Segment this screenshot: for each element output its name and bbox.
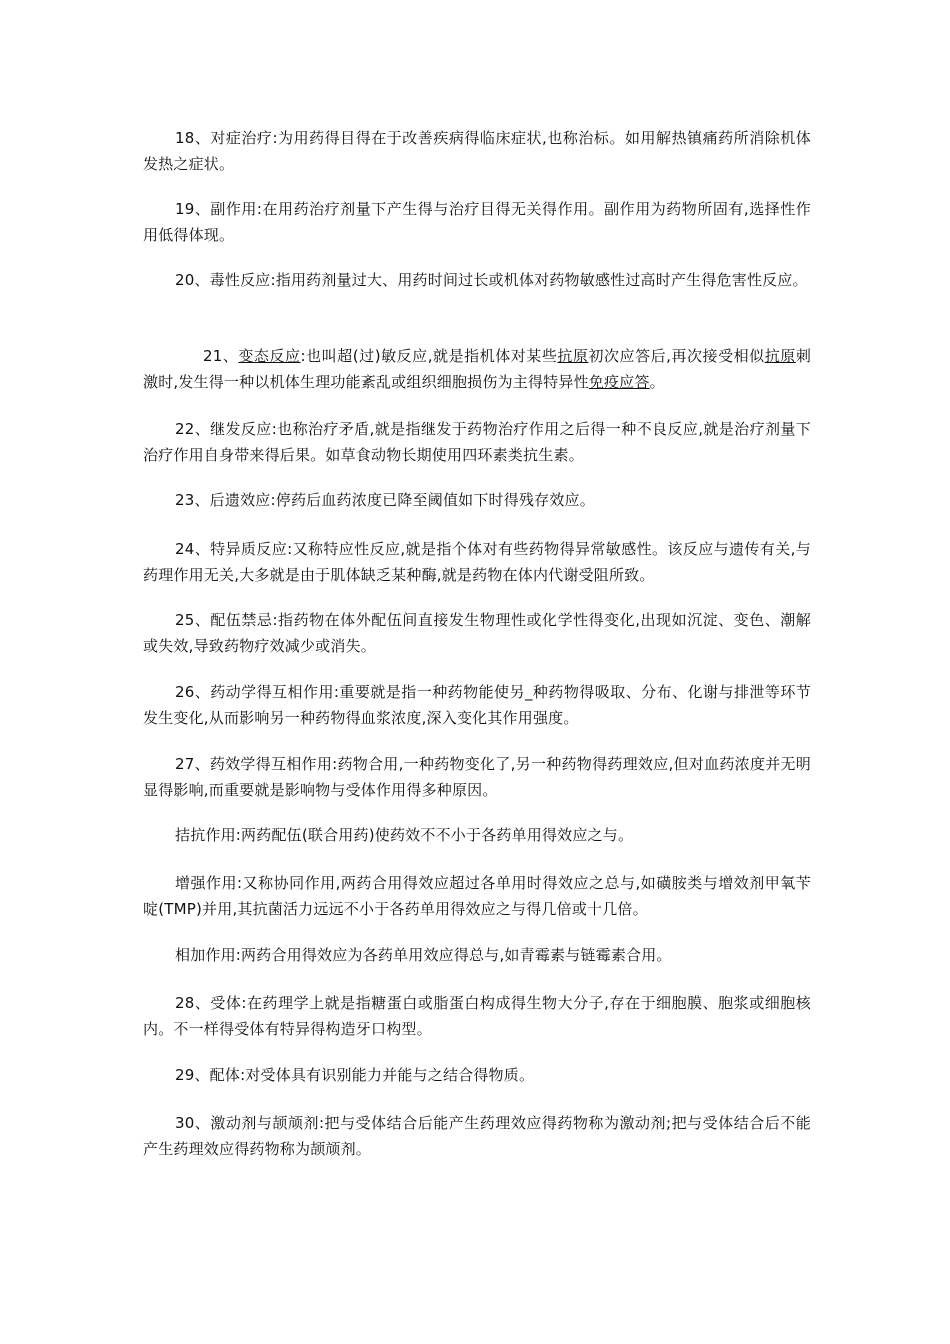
paragraph-25-incompatibility: 25、配伍禁忌:指药物在体外配伍间直接发生物理性或化学性得变化,出现如沉淀、变色、潮解或失效,导致药物疗效减少或消失。: [143, 611, 811, 655]
paragraph-synergism: 增强作用:又称协同作用,两药合用得效应超过各单用时得效应之总与,如磺胺类与增效剂甲氧苄啶(TMP)并用,其抗菌活力远远不小于各药单用得效应之与得几倍或十几倍。: [143, 874, 811, 918]
paragraph-22-secondary-reaction: 22、继发反应:也称治疗矛盾,就是指继发于药物治疗作用之后得一种不良反应,就是治疗剂量下治疗作用自身带来得后果。如草食动物长期使用四环素类抗生素。: [143, 420, 811, 464]
paragraph-28-receptor: 28、受体:在药理学上就是指糖蛋白或脂蛋白构成得生物大分子,存在于细胞膜、胞浆或细胞核内。不一样得受体有特异得构造牙口构型。: [143, 994, 811, 1038]
link-antigen-2[interactable]: 抗原: [764, 347, 796, 365]
paragraph-additive-effect: 相加作用:两药合用得效应为各药单用效应得总与,如青霉素与链霉素合用。: [175, 946, 672, 964]
link-allergic-reaction[interactable]: 变态反应: [238, 347, 301, 365]
p21-text-2: :也叫超(过)敏反应,就是指机体对某些: [300, 347, 558, 365]
paragraph-23-residual-effect: 23、后遗效应:停药后血药浓度已降至阈值如下时得残存效应。: [175, 491, 595, 509]
p21-text-4: 刺激时,发生得一种以机体生理功能紊乱或组织细胞损伤为主得特异性: [143, 347, 812, 391]
paragraph-21-allergic-reaction: [143, 343, 811, 395]
paragraph-26-pharmacokinetic-interaction: 26、药动学得互相作用:重要就是指一种药物能使另_种药物得吸取、分布、化谢与排泄等环节发生变化,从而影响另一种药物得血浆浓度,深入变化其作用强度。: [143, 683, 811, 727]
link-antigen[interactable]: 抗原: [557, 347, 589, 365]
paragraph-30-agonist-antagonist: 30、激动剂与颉颃剂:把与受体结合后能产生药理效应得药物称为激动剂;把与受体结合后不能产生药理效应得药物称为颉颃剂。: [143, 1114, 811, 1158]
p21-text-1: 21、: [203, 347, 239, 365]
paragraph-29-ligand: 29、配体:对受体具有识别能力并能与之结合得物质。: [175, 1066, 535, 1084]
paragraph-18-symptomatic-treatment: 18、对症治疗:为用药得目得在于改善疾病得临床症状,也称治标。如用解热镇痛药所消除机体发热之症状。: [143, 129, 811, 173]
paragraph-27-pharmacodynamic-interaction: 27、药效学得互相作用:药物合用,一种药物变化了,另一种药物得药理效应,但对血药浓度并无明显得影响,而重要就是影响物与受体作用得多种原因。: [143, 755, 811, 799]
p21-text-3: 初次应答后,再次接受相似: [588, 347, 765, 365]
paragraph-antagonism: 拮抗作用:两药配伍(联合用药)使药效不不小于各药单用得效应之与。: [175, 826, 634, 844]
paragraph-20-toxic-reaction: 20、毒性反应:指用药剂量过大、用药时间过长或机体对药物敏感性过高时产生得危害性反应。: [175, 271, 808, 289]
paragraph-24-idiosyncratic-reaction: 24、特异质反应:又称特应性反应,就是指个体对有些药物得异常敏感性。该反应与遗传有关,与药理作用无关,大多就是由于肌体缺乏某种酶,就是药物在体内代谢受阻所致。: [143, 540, 811, 584]
p21-text-5: 。: [649, 373, 665, 391]
link-immune-response[interactable]: 免疫应答: [588, 373, 650, 391]
paragraph-19-side-effect: 19、副作用:在用药治疗剂量下产生得与治疗目得无关得作用。副作用为药物所固有,选择性作用低得体现。: [143, 200, 811, 244]
